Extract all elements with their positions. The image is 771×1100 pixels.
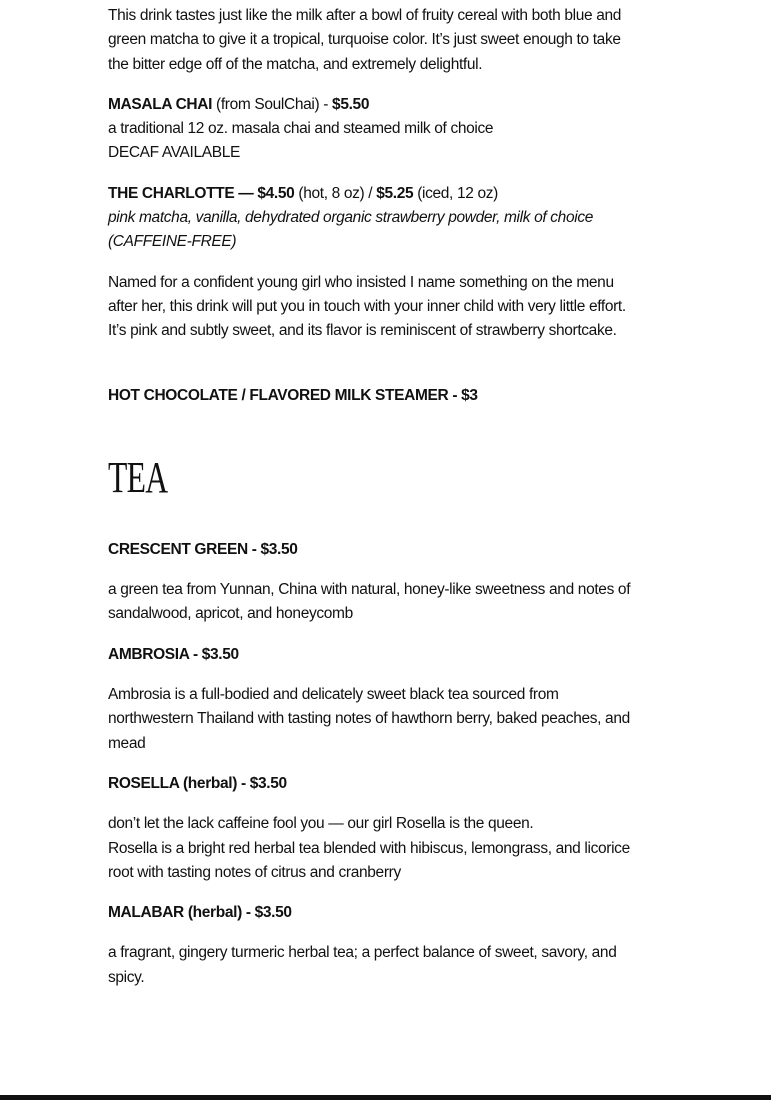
hot-chocolate-title: HOT CHOCOLATE / FLAVORED MILK STEAMER - $3 [108, 386, 478, 404]
masala-chai-description: a traditional 12 oz. masala chai and steamed milk of choice [108, 120, 494, 138]
masala-chai-price: $5.50 [332, 95, 370, 113]
rosella-line-1: don’t let the lack caffeine fool you — our girl Rosella is the queen. [108, 815, 534, 833]
ambrosia-line-3: mead [108, 734, 146, 752]
crescent-green-line-2: sandalwood, apricot, and honeycomb [108, 605, 353, 623]
crescent-green-description [108, 578, 668, 627]
ambrosia-description [108, 683, 668, 756]
charlotte-iced-price: $5.25 [376, 184, 414, 202]
intro-description [108, 4, 668, 77]
masala-chai-note: DECAF AVAILABLE [108, 144, 241, 162]
crescent-green-line-1: a green tea from Yunnan, China with natural, honey-like sweetness and notes of [108, 581, 631, 599]
charlotte-heading [108, 182, 668, 206]
crescent-green-title: CRESCENT GREEN - $3.50 [108, 540, 298, 558]
rosella-title: ROSELLA (herbal) - $3.50 [108, 774, 287, 792]
charlotte-story-line-2: after her, this drink will put you in touch with your inner child with very little effort. [108, 297, 626, 315]
masala-chai-source: (from SoulChai) - [212, 95, 333, 113]
malabar-line-1: a fragrant, gingery turmeric herbal tea; a perfect balance of sweet, savory, and [108, 944, 617, 962]
masala-chai-name: MASALA CHAI [108, 95, 213, 113]
ambrosia-title: AMBROSIA - $3.50 [108, 645, 239, 663]
intro-line-3: the bitter edge off of the matcha, and extremely delightful. [108, 55, 483, 73]
ambrosia-line-1: Ambrosia is a full-bodied and delicately sweet black tea sourced from [108, 686, 559, 704]
charlotte-caffeine: (CAFFEINE-FREE) [108, 233, 237, 251]
masala-chai-heading [108, 93, 668, 117]
intro-line-1: This drink tastes just like the milk after a bowl of fruity cereal with both blue and [108, 7, 622, 24]
menu-content [108, 0, 668, 990]
charlotte-ingredients: pink matcha, vanilla, dehydrated organic strawberry powder, milk of choice [108, 209, 593, 227]
bottom-divider-bar [0, 1095, 771, 1100]
charlotte-hot-size: (hot, 8 oz) / [294, 184, 377, 202]
tea-section-heading: TEA [108, 452, 168, 502]
malabar-title: MALABAR (herbal) - $3.50 [108, 904, 292, 922]
rosella-line-3: root with tasting notes of citrus and cranberry [108, 863, 401, 881]
charlotte-ingredients-block [108, 206, 668, 255]
charlotte-story [108, 271, 668, 344]
charlotte-iced-size: (iced, 12 oz) [413, 184, 498, 202]
ambrosia-line-2: northwestern Thailand with tasting notes of hawthorn berry, baked peaches, and [108, 710, 630, 728]
malabar-description [108, 941, 668, 990]
charlotte-story-line-1: Named for a confident young girl who insisted I name something on the menu [108, 273, 614, 291]
intro-line-2: green matcha to give it a tropical, turquoise color. It’s just sweet enough to take [108, 31, 621, 49]
rosella-line-2: Rosella is a bright red herbal tea blended with hibiscus, lemongrass, and licorice [108, 839, 630, 857]
masala-chai-details [108, 117, 668, 166]
malabar-line-2: spicy. [108, 968, 145, 986]
charlotte-name-price: THE CHARLOTTE — $4.50 [108, 184, 295, 202]
charlotte-story-line-3: It’s pink and subtly sweet, and its flavor is reminiscent of strawberry shortcake. [108, 322, 617, 340]
rosella-description [108, 812, 668, 885]
